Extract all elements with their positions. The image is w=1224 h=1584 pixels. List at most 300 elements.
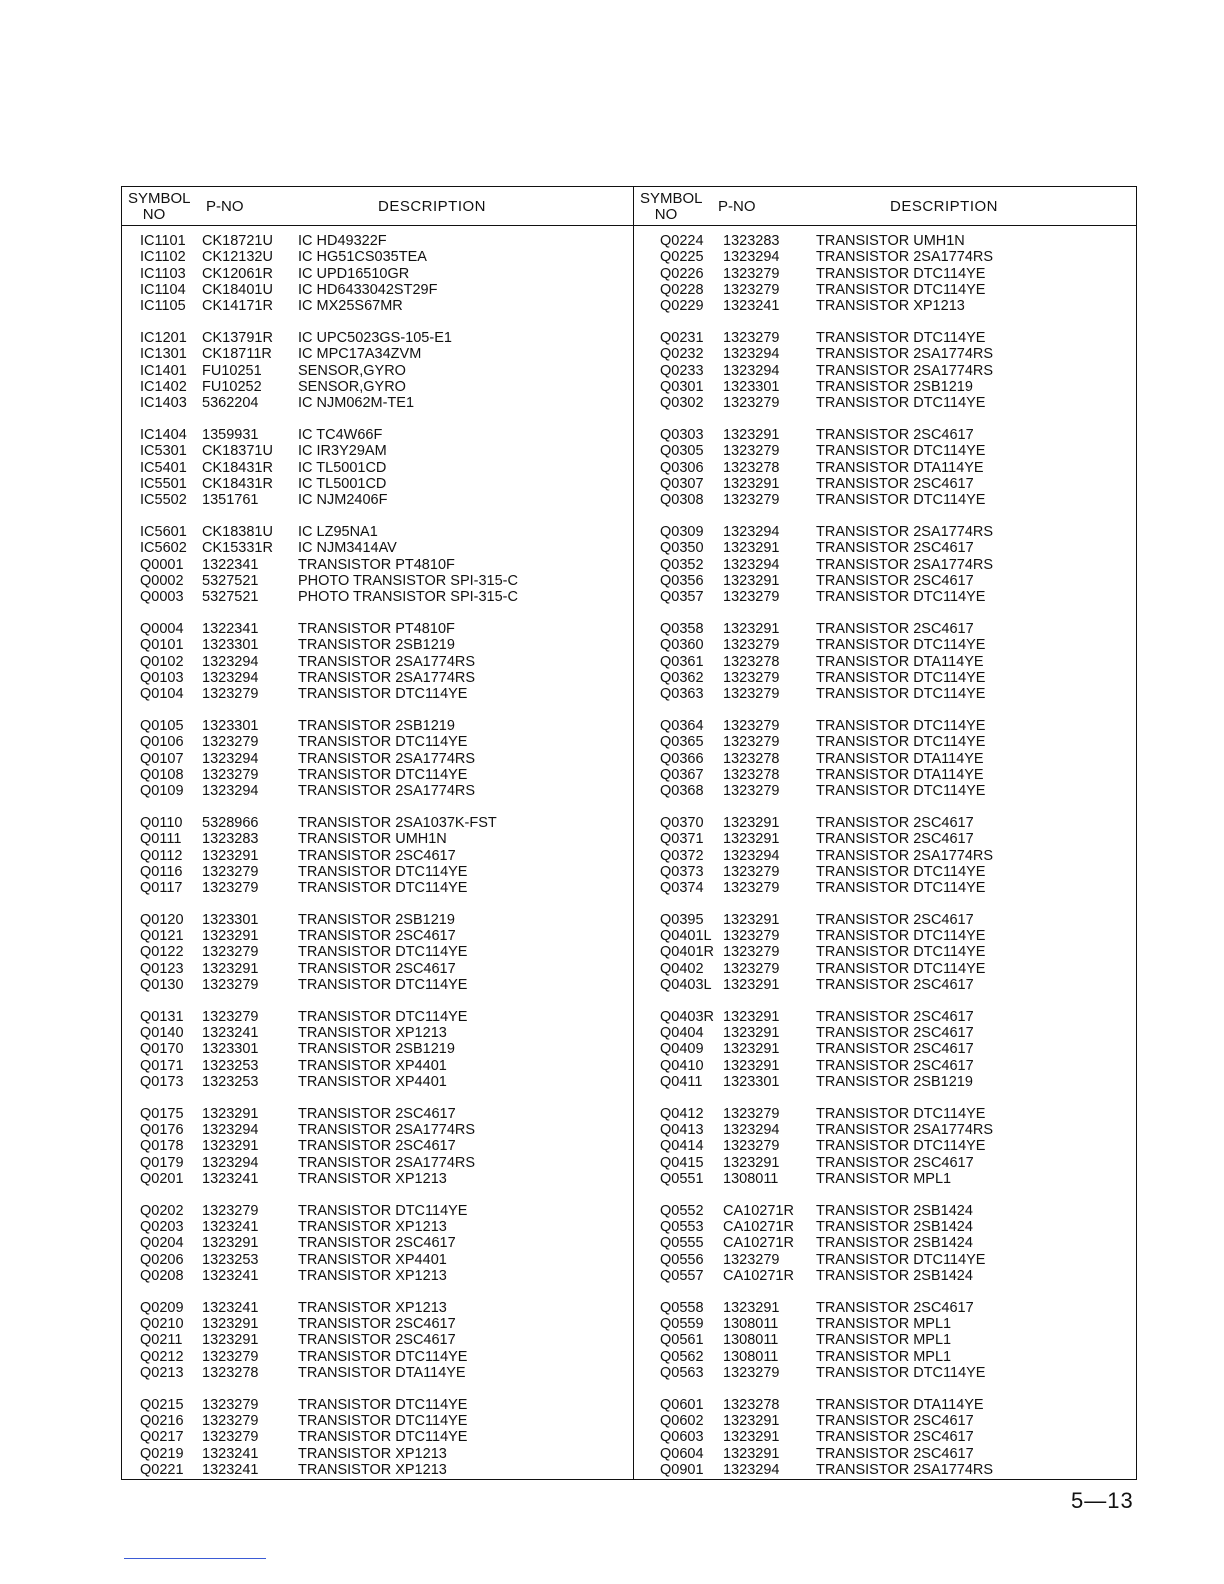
symbol-no-cell: Q0371 (660, 831, 704, 848)
table-row (634, 1268, 1145, 1284)
table-row (634, 1203, 1145, 1219)
header-no-label: NO (142, 206, 166, 223)
symbol-no-cell: Q0210 (140, 1316, 184, 1333)
description-cell: TRANSISTOR 2SA1774RS (816, 362, 994, 379)
symbol-no-cell: Q0352 (660, 556, 704, 573)
part-no-cell: 1323279 (202, 1429, 259, 1446)
description-cell: TRANSISTOR DTC114YE (816, 395, 986, 412)
symbol-no-cell: Q0130 (140, 977, 184, 994)
table-row (122, 880, 633, 896)
description-cell: TRANSISTOR DTC114YE (816, 1365, 986, 1382)
part-no-cell: 1323294 (202, 1122, 259, 1139)
table-row (634, 1025, 1145, 1041)
description-cell: TRANSISTOR 2SC4617 (298, 1332, 456, 1349)
part-no-cell: 1323291 (723, 1445, 780, 1462)
part-no-cell: 1308011 (723, 1316, 779, 1333)
description-cell: TRANSISTOR MPL1 (816, 1348, 952, 1365)
table-row (634, 589, 1145, 605)
table-row (122, 621, 633, 637)
table-row (122, 864, 633, 880)
symbol-no-cell: IC1403 (140, 395, 187, 412)
table-row (122, 443, 633, 459)
description-cell: TRANSISTOR 2SB1219 (816, 1074, 973, 1091)
table-row (634, 282, 1145, 298)
description-cell: TRANSISTOR DTC114YE (816, 1105, 986, 1122)
description-cell: TRANSISTOR 2SB1219 (298, 911, 455, 928)
symbol-no-cell: Q0103 (140, 669, 184, 686)
table-row (122, 1446, 633, 1462)
part-no-cell: 1323301 (202, 1041, 259, 1058)
part-no-cell: 1323291 (723, 1154, 780, 1171)
description-cell: TRANSISTOR 2SB1219 (816, 378, 973, 395)
symbol-no-cell: Q0404 (660, 1025, 704, 1042)
part-no-cell: 1323291 (723, 620, 780, 637)
symbol-no-cell: Q0360 (660, 637, 704, 654)
description-cell: TRANSISTOR DTC114YE (816, 265, 986, 282)
part-no-cell: 1323294 (723, 1462, 780, 1478)
symbol-no-cell: Q0372 (660, 847, 704, 864)
symbol-no-cell: Q0176 (140, 1122, 184, 1139)
description-cell: TRANSISTOR 2SC4617 (816, 814, 974, 831)
description-cell: TRANSISTOR 2SC4617 (298, 1316, 456, 1333)
header-description: DESCRIPTION (890, 198, 999, 215)
table-row (634, 395, 1145, 411)
part-no-cell: 1323291 (723, 426, 780, 443)
table-row (122, 557, 633, 573)
symbol-no-cell: Q0306 (660, 459, 704, 476)
description-cell: TRANSISTOR 2SC4617 (816, 1008, 974, 1025)
part-no-cell: 1323279 (202, 1008, 259, 1025)
part-no-cell: 1323279 (723, 1138, 780, 1155)
description-cell: TRANSISTOR 2SB1424 (816, 1202, 973, 1219)
part-no-cell: 1323291 (202, 928, 259, 945)
description-cell: TRANSISTOR 2SB1219 (298, 717, 455, 734)
description-cell: IC HG51CS035TEA (298, 249, 427, 266)
table-row (122, 686, 633, 702)
description-cell: TRANSISTOR 2SA1774RS (816, 1462, 994, 1478)
table-row (634, 1252, 1145, 1268)
symbol-no-cell: Q0123 (140, 960, 184, 977)
description-cell: TRANSISTOR DTC114YE (298, 734, 468, 751)
part-no-cell: 1323279 (202, 686, 259, 703)
table-row (634, 864, 1145, 880)
part-no-cell: 1323279 (202, 880, 259, 897)
symbol-no-cell: Q0225 (660, 249, 704, 266)
symbol-no-cell: Q0562 (660, 1348, 704, 1365)
table-row (122, 1235, 633, 1251)
description-cell: TRANSISTOR DTC114YE (298, 1413, 468, 1430)
table-row (122, 540, 633, 556)
part-no-cell: 5327521 (202, 589, 259, 606)
part-no-cell: 1323291 (202, 1332, 259, 1349)
part-no-cell: 1323294 (723, 249, 780, 266)
table-row (122, 1316, 633, 1332)
table-row (122, 1106, 633, 1122)
part-no-cell: 1323291 (723, 831, 780, 848)
description-cell: TRANSISTOR 2SC4617 (816, 1154, 974, 1171)
symbol-no-cell: Q0208 (140, 1268, 184, 1285)
part-no-cell: 1323294 (723, 556, 780, 573)
part-no-cell: 5362204 (202, 395, 259, 412)
symbol-no-cell: Q0201 (140, 1171, 184, 1188)
symbol-no-cell: Q0309 (660, 523, 704, 540)
description-cell: TRANSISTOR DTC114YE (816, 863, 986, 880)
parts-list-table (121, 186, 1137, 1480)
description-cell: TRANSISTOR DTC114YE (816, 492, 986, 509)
symbol-no-cell: Q0170 (140, 1041, 184, 1058)
header-pno: P-NO (206, 198, 244, 215)
symbol-no-cell: Q0112 (140, 847, 183, 864)
description-cell: TRANSISTOR 2SA1774RS (816, 556, 994, 573)
table-row (634, 427, 1145, 443)
part-no-cell: 1323279 (202, 1413, 259, 1430)
symbol-no-cell: Q0365 (660, 734, 704, 751)
table-row (634, 734, 1145, 750)
symbol-no-cell: Q0140 (140, 1025, 184, 1042)
symbol-no-cell: Q0109 (140, 783, 184, 800)
part-no-cell: 1323279 (202, 863, 259, 880)
part-no-cell: 1323279 (202, 734, 259, 751)
table-row (122, 395, 633, 411)
description-cell: TRANSISTOR 2SC4617 (816, 620, 974, 637)
table-row (634, 1397, 1145, 1413)
description-cell: TRANSISTOR DTA114YE (816, 766, 984, 783)
symbol-no-cell: Q0211 (140, 1332, 183, 1349)
part-no-cell: CK18381U (202, 523, 273, 540)
symbol-no-cell: Q0551 (660, 1171, 704, 1188)
symbol-no-cell: Q0121 (140, 928, 184, 945)
table-row (122, 249, 633, 265)
table-row (634, 298, 1145, 314)
header-symbol-label: SYMBOL (128, 190, 191, 207)
part-no-cell: 1323291 (723, 1299, 780, 1316)
symbol-no-cell: Q0358 (660, 620, 704, 637)
part-no-cell: 1323241 (202, 1299, 259, 1316)
description-cell: TRANSISTOR 2SA1037K-FST (298, 814, 497, 831)
symbol-no-cell: Q0368 (660, 783, 704, 800)
part-no-cell: 1323279 (202, 944, 259, 961)
part-no-cell: CK18371U (202, 443, 273, 460)
description-cell: TRANSISTOR DTC114YE (816, 1138, 986, 1155)
table-row (122, 1041, 633, 1057)
part-no-cell: 1323279 (723, 1251, 780, 1268)
part-no-cell: CK14171R (202, 298, 273, 315)
symbol-no-cell: Q0414 (660, 1138, 704, 1155)
part-no-cell: 1323279 (723, 265, 780, 282)
description-cell: TRANSISTOR DTC114YE (816, 783, 986, 800)
part-no-cell: 1323279 (723, 734, 780, 751)
table-row (122, 751, 633, 767)
symbol-no-cell: Q0122 (140, 944, 184, 961)
description-cell: IC TL5001CD (298, 459, 387, 476)
table-row (122, 1462, 633, 1478)
symbol-no-cell: Q0410 (660, 1057, 704, 1074)
table-row (634, 977, 1145, 993)
table-row (122, 524, 633, 540)
description-cell: TRANSISTOR DTC114YE (298, 880, 468, 897)
symbol-no-cell: Q0552 (660, 1202, 704, 1219)
symbol-no-cell: Q0363 (660, 686, 704, 703)
part-no-cell: 1323241 (202, 1171, 259, 1188)
header-symbol-no (640, 190, 703, 229)
symbol-no-cell: Q0561 (660, 1332, 704, 1349)
symbol-no-cell: Q0364 (660, 717, 704, 734)
symbol-no-cell: Q0110 (140, 814, 183, 831)
symbol-no-cell: Q0604 (660, 1445, 704, 1462)
description-cell: SENSOR,GYRO (298, 378, 406, 395)
part-no-cell: CK12061R (202, 265, 273, 282)
part-no-cell: 1323279 (202, 766, 259, 783)
symbol-no-cell: Q0215 (140, 1396, 184, 1413)
part-no-cell: 1308011 (723, 1171, 779, 1188)
description-cell: SENSOR,GYRO (298, 362, 406, 379)
description-cell: TRANSISTOR DTC114YE (816, 329, 986, 346)
table-row (122, 848, 633, 864)
symbol-no-cell: IC5301 (140, 443, 187, 460)
symbol-no-cell: Q0403R (660, 1008, 715, 1025)
part-no-cell: CK12132U (202, 249, 273, 266)
table-row (634, 443, 1145, 459)
description-cell: TRANSISTOR 2SA1774RS (298, 669, 476, 686)
part-no-cell: 1322341 (202, 556, 259, 573)
description-cell: TRANSISTOR 2SC4617 (298, 847, 456, 864)
symbol-no-cell: Q0102 (140, 653, 184, 670)
symbol-no-cell: Q0553 (660, 1219, 704, 1236)
table-row (634, 1155, 1145, 1171)
description-cell: IC UPD16510GR (298, 265, 410, 282)
description-cell: IC MX25S67MR (298, 298, 403, 315)
description-cell: TRANSISTOR 2SB1424 (816, 1235, 973, 1252)
symbol-no-cell: Q0411 (660, 1074, 703, 1091)
description-cell: TRANSISTOR MPL1 (816, 1332, 952, 1349)
symbol-no-cell: IC5501 (140, 475, 187, 492)
table-row (122, 589, 633, 605)
part-no-cell: CK18401U (202, 281, 273, 298)
right-column (634, 187, 1145, 1479)
description-cell: IC NJM062M-TE1 (298, 395, 415, 412)
part-no-cell: CK18711R (202, 346, 272, 363)
part-no-cell: 1323291 (723, 977, 780, 994)
part-no-cell: 1323279 (723, 686, 780, 703)
table-row (634, 928, 1145, 944)
description-cell: TRANSISTOR 2SC4617 (816, 1057, 974, 1074)
part-no-cell: 1323301 (202, 637, 259, 654)
symbol-no-cell: Q0212 (140, 1348, 184, 1365)
description-cell: TRANSISTOR 2SC4617 (298, 1235, 456, 1252)
description-cell: TRANSISTOR MPL1 (816, 1316, 952, 1333)
table-row (634, 379, 1145, 395)
symbol-no-cell: Q0370 (660, 814, 704, 831)
table-row (634, 944, 1145, 960)
table-row (122, 1171, 633, 1187)
table-row (122, 379, 633, 395)
table-row (634, 1446, 1145, 1462)
part-no-cell: 1323291 (723, 911, 780, 928)
description-cell: TRANSISTOR 2SB1219 (298, 1041, 455, 1058)
part-no-cell: 1359931 (202, 426, 259, 443)
table-row (634, 573, 1145, 589)
part-no-cell: 1323279 (202, 1396, 259, 1413)
table-row (122, 1397, 633, 1413)
part-no-cell: 5328966 (202, 814, 259, 831)
symbol-no-cell: Q0209 (140, 1299, 184, 1316)
part-no-cell: 5327521 (202, 572, 259, 589)
part-no-cell: 1323278 (723, 766, 780, 783)
symbol-no-cell: Q0555 (660, 1235, 704, 1252)
part-no-cell: 1323301 (723, 378, 780, 395)
symbol-no-cell: Q0901 (660, 1462, 704, 1478)
description-cell: TRANSISTOR DTA114YE (298, 1365, 466, 1382)
symbol-no-cell: Q0173 (140, 1074, 184, 1091)
symbol-no-cell: Q0563 (660, 1365, 704, 1382)
part-no-cell: 1323301 (202, 717, 259, 734)
part-no-cell: 1323279 (723, 443, 780, 460)
part-no-cell: FU10251 (202, 362, 262, 379)
symbol-no-cell: Q0108 (140, 766, 184, 783)
part-no-cell: 1323294 (202, 783, 259, 800)
symbol-no-cell: IC5602 (140, 540, 187, 557)
description-cell: TRANSISTOR DTC114YE (816, 734, 986, 751)
description-cell: TRANSISTOR DTC114YE (816, 589, 986, 606)
table-row (634, 460, 1145, 476)
description-cell: TRANSISTOR 2SA1774RS (298, 653, 476, 670)
header-description: DESCRIPTION (378, 198, 487, 215)
table-row (122, 734, 633, 750)
description-cell: TRANSISTOR 2SC4617 (816, 1413, 974, 1430)
table-row (122, 1332, 633, 1348)
symbol-no-cell: IC1103 (140, 265, 186, 282)
left-rows (122, 233, 633, 1478)
part-no-cell: 1323241 (723, 298, 780, 315)
part-no-cell: 1308011 (723, 1348, 779, 1365)
symbol-no-cell: Q0105 (140, 717, 184, 734)
symbol-no-cell: Q0373 (660, 863, 704, 880)
symbol-no-cell: Q0231 (660, 329, 704, 346)
table-row (122, 266, 633, 282)
description-cell: IC HD49322F (298, 233, 387, 249)
description-cell: TRANSISTOR DTC114YE (816, 443, 986, 460)
description-cell: TRANSISTOR DTA114YE (816, 459, 984, 476)
description-cell: TRANSISTOR DTC114YE (816, 637, 986, 654)
part-no-cell: 1323278 (723, 1396, 780, 1413)
symbol-no-cell: Q0602 (660, 1413, 704, 1430)
part-no-cell: 1323241 (202, 1462, 259, 1478)
part-no-cell: CK18431R (202, 475, 273, 492)
table-row (634, 686, 1145, 702)
symbol-no-cell: Q0171 (140, 1057, 184, 1074)
description-cell: TRANSISTOR DTC114YE (298, 686, 468, 703)
part-no-cell: 1323294 (202, 653, 259, 670)
table-row (122, 282, 633, 298)
description-cell: TRANSISTOR 2SA1774RS (816, 1122, 994, 1139)
description-cell: TRANSISTOR 2SC4617 (298, 1105, 456, 1122)
description-cell: TRANSISTOR MPL1 (816, 1171, 952, 1188)
table-row (634, 1349, 1145, 1365)
table-row (634, 1106, 1145, 1122)
part-no-cell: 1323291 (202, 960, 259, 977)
table-row (634, 831, 1145, 847)
symbol-no-cell: Q0413 (660, 1122, 704, 1139)
table-row (634, 1413, 1145, 1429)
table-row (122, 815, 633, 831)
table-row (634, 233, 1145, 249)
description-cell: TRANSISTOR 2SB1219 (298, 637, 455, 654)
footer-rule (124, 1558, 266, 1559)
symbol-no-cell: Q0308 (660, 492, 704, 509)
symbol-no-cell: Q0101 (140, 637, 184, 654)
description-cell: IC NJM3414AV (298, 540, 397, 557)
part-no-cell: 1323291 (723, 814, 780, 831)
description-cell: TRANSISTOR XP1213 (298, 1299, 447, 1316)
description-cell: TRANSISTOR 2SA1774RS (298, 1122, 476, 1139)
part-no-cell: 1323279 (723, 395, 780, 412)
part-no-cell: 1323279 (723, 717, 780, 734)
table-row (634, 1300, 1145, 1316)
symbol-no-cell: Q0107 (140, 750, 184, 767)
part-no-cell: 1323241 (202, 1445, 259, 1462)
symbol-no-cell: Q0106 (140, 734, 184, 751)
part-no-cell: 1323291 (202, 1138, 259, 1155)
description-cell: TRANSISTOR DTA114YE (816, 750, 984, 767)
part-no-cell: 1323301 (723, 1074, 780, 1091)
description-cell: TRANSISTOR DTC114YE (816, 880, 986, 897)
description-cell: TRANSISTOR DTC114YE (816, 928, 986, 945)
part-no-cell: 1323279 (723, 329, 780, 346)
table-row (634, 524, 1145, 540)
table-row (634, 670, 1145, 686)
table-row (122, 1429, 633, 1445)
part-no-cell: 1323279 (723, 863, 780, 880)
description-cell: IC NJM2406F (298, 492, 388, 509)
symbol-no-cell: Q0202 (140, 1202, 184, 1219)
part-no-cell: CK15331R (202, 540, 273, 557)
symbol-no-cell: IC1401 (140, 362, 187, 379)
table-row (122, 1138, 633, 1154)
table-row (634, 815, 1145, 831)
description-cell: TRANSISTOR 2SA1774RS (816, 523, 994, 540)
part-no-cell: 1323279 (723, 783, 780, 800)
part-no-cell: 1323279 (723, 928, 780, 945)
part-no-cell: 1323279 (723, 492, 780, 509)
table-row (122, 718, 633, 734)
table-row (634, 1009, 1145, 1025)
description-cell: TRANSISTOR DTC114YE (298, 944, 468, 961)
table-row (634, 557, 1145, 573)
symbol-no-cell: Q0233 (660, 362, 704, 379)
part-no-cell: 1323294 (202, 669, 259, 686)
table-row (122, 233, 633, 249)
description-cell: TRANSISTOR XP1213 (298, 1462, 447, 1478)
description-cell: TRANSISTOR 2SC4617 (298, 1138, 456, 1155)
description-cell: TRANSISTOR XP1213 (298, 1268, 447, 1285)
table-row (634, 621, 1145, 637)
symbol-no-cell: IC5601 (140, 523, 187, 540)
description-cell: TRANSISTOR DTC114YE (298, 1429, 468, 1446)
symbol-no-cell: Q0219 (140, 1445, 184, 1462)
table-row (122, 460, 633, 476)
description-cell: TRANSISTOR DTC114YE (298, 863, 468, 880)
symbol-no-cell: Q0213 (140, 1365, 184, 1382)
symbol-no-cell: Q0401L (660, 928, 712, 945)
symbol-no-cell: Q0206 (140, 1251, 184, 1268)
symbol-no-cell: Q0111 (140, 831, 182, 848)
left-column (122, 187, 633, 1479)
symbol-no-cell: IC1105 (140, 298, 186, 315)
table-row (122, 1365, 633, 1381)
description-cell: TRANSISTOR 2SC4617 (816, 426, 974, 443)
description-cell: TRANSISTOR 2SC4617 (816, 1041, 974, 1058)
part-no-cell: 1323279 (723, 1365, 780, 1382)
